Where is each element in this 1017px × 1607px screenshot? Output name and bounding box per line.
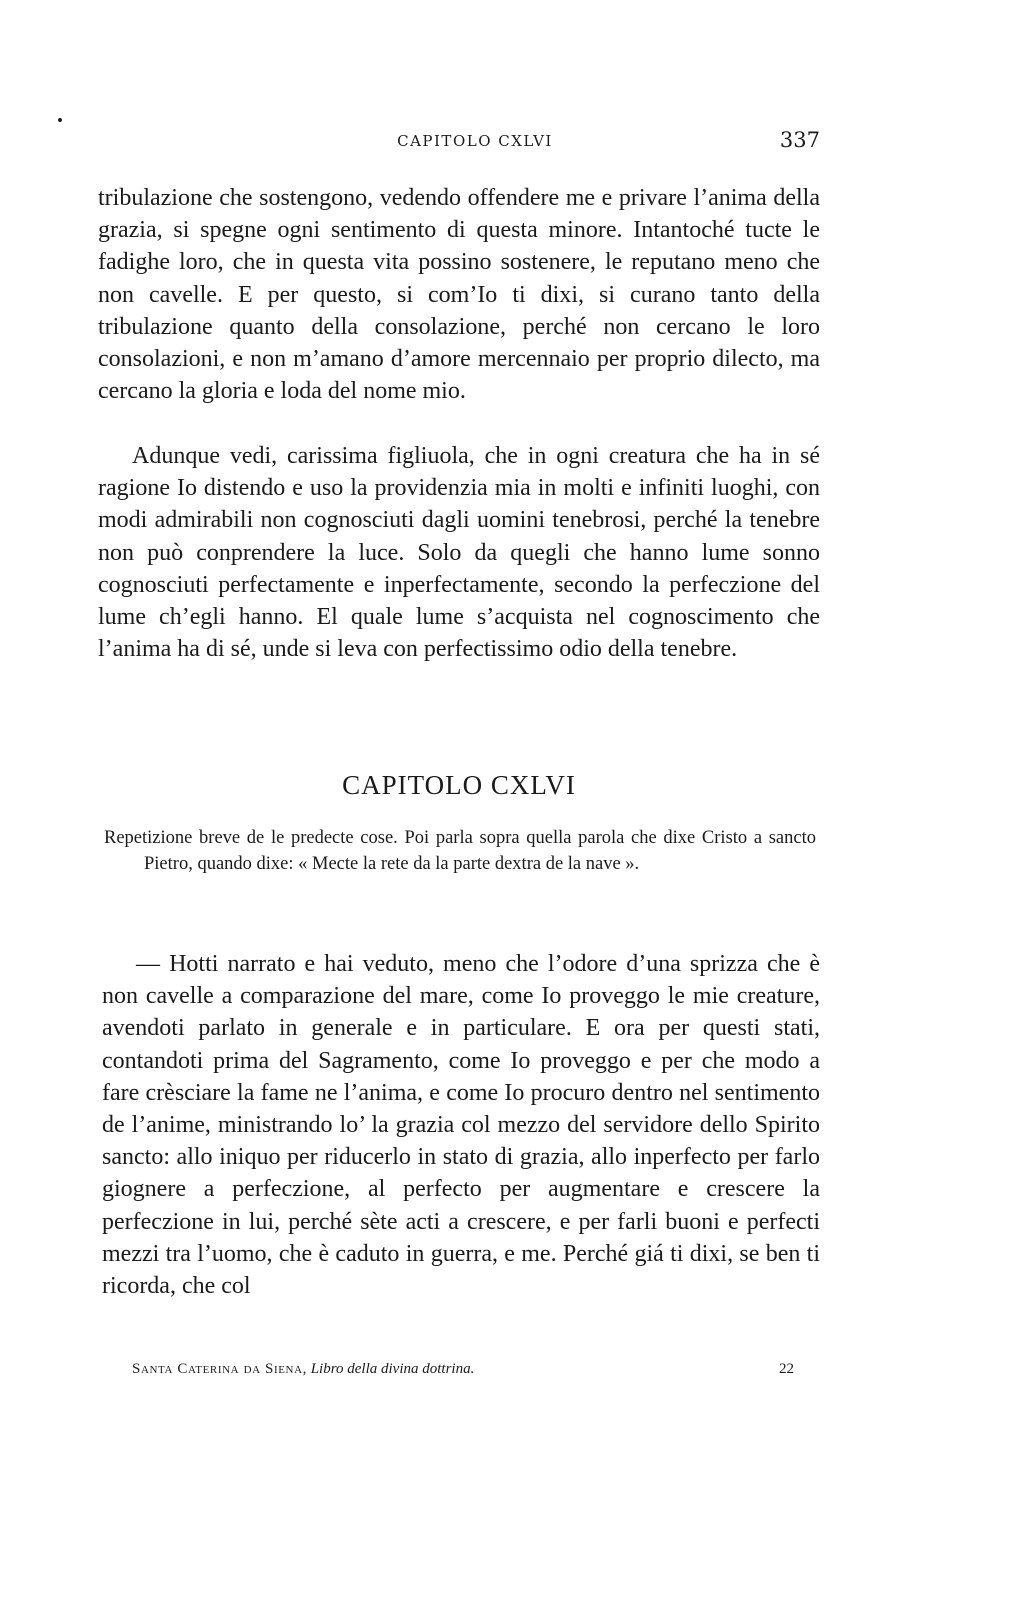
chapter-heading: CAPITOLO CXLVI	[342, 770, 576, 800]
running-title: CAPITOLO CXLVI	[397, 132, 553, 150]
chapter-body	[102, 948, 820, 1302]
page-footer	[132, 1361, 794, 1385]
paragraph-1	[98, 182, 820, 407]
footer-author: Santa Caterina da Siena,	[132, 1361, 307, 1377]
paragraph-text: tribulazione che sostengono, vedendo offendere me e privare l’anima della grazia, si spegne ogni sentimento di questa minore. Intantoché tucte le fadighe loro, che in questa vita possino sostenere, le reputano meno che non cavelle. E per questo, si com’Io ti dixi, si curano tanto della tribulazione quanto della consolazione, perché non cercano le loro consolazioni, e non m’amano d’amore mercennaio per proprio dilecto, ma cercano la gloria e loda del nome mio.	[98, 185, 820, 405]
paragraph-text: Adunque vedi, carissima figliuola, che in ogni creatura che ha in sé ragione Io distendo e uso la providenzia mia in molti e infiniti luoghi, con modi admirabili non cognosciuti dagli uomini tenebrosi, perché la tenebre non può conprendere la luce. Solo da quegli che hanno lume sonno cognosciuti perfectamente e inperfectamente, secondo la perfeczione del lume ch’egli hanno. El quale lume s’acquista nel cognoscimento che l’anima ha di sé, unde si leva con perfectissimo odio della tenebre.	[98, 443, 820, 663]
running-head	[100, 128, 820, 158]
footer-title: Libro della divina dottrina.	[310, 1361, 475, 1377]
paragraph-2	[98, 440, 820, 665]
page-number: 337	[779, 128, 820, 152]
footer-signature: 22	[779, 1361, 794, 1377]
paragraph-text: — Hotti narrato e hai veduto, meno che l’odore d’una sprizza che è non cavelle a comparazione del mare, come Io proveggo le mie creature, avendoti parlato in generale e in particulare. E ora per questi stati, contandoti prima del Sagramento, come Io proveggo e per che modo a fare crèsciare la fame ne l’anima, e come Io procuro dentro nel sentimento de l’anime, ministrando lo’ la grazia col mezzo del servidore dello Spirito sancto: allo iniquo per riducerlo in stato di grazia, allo inperfecto per farlo giognere a perfeczione, al perfecto per augmentare e crescere la perfeczione in lui, perché sète acti a crescere, e per farli buoni e perfecti mezzi tra l’uomo, che è caduto in guerra, e me. Perché giá ti dixi, se ben ti ricorda, che col	[102, 951, 820, 1300]
chapter-summary: Repetizione breve de le predecte cose. Poi parla sopra quella parola che dixe Cristo a sancto Pietro, quando dixe: « Mecte la rete da la parte dextra de la nave ».	[104, 828, 816, 874]
print-speck	[58, 118, 62, 122]
